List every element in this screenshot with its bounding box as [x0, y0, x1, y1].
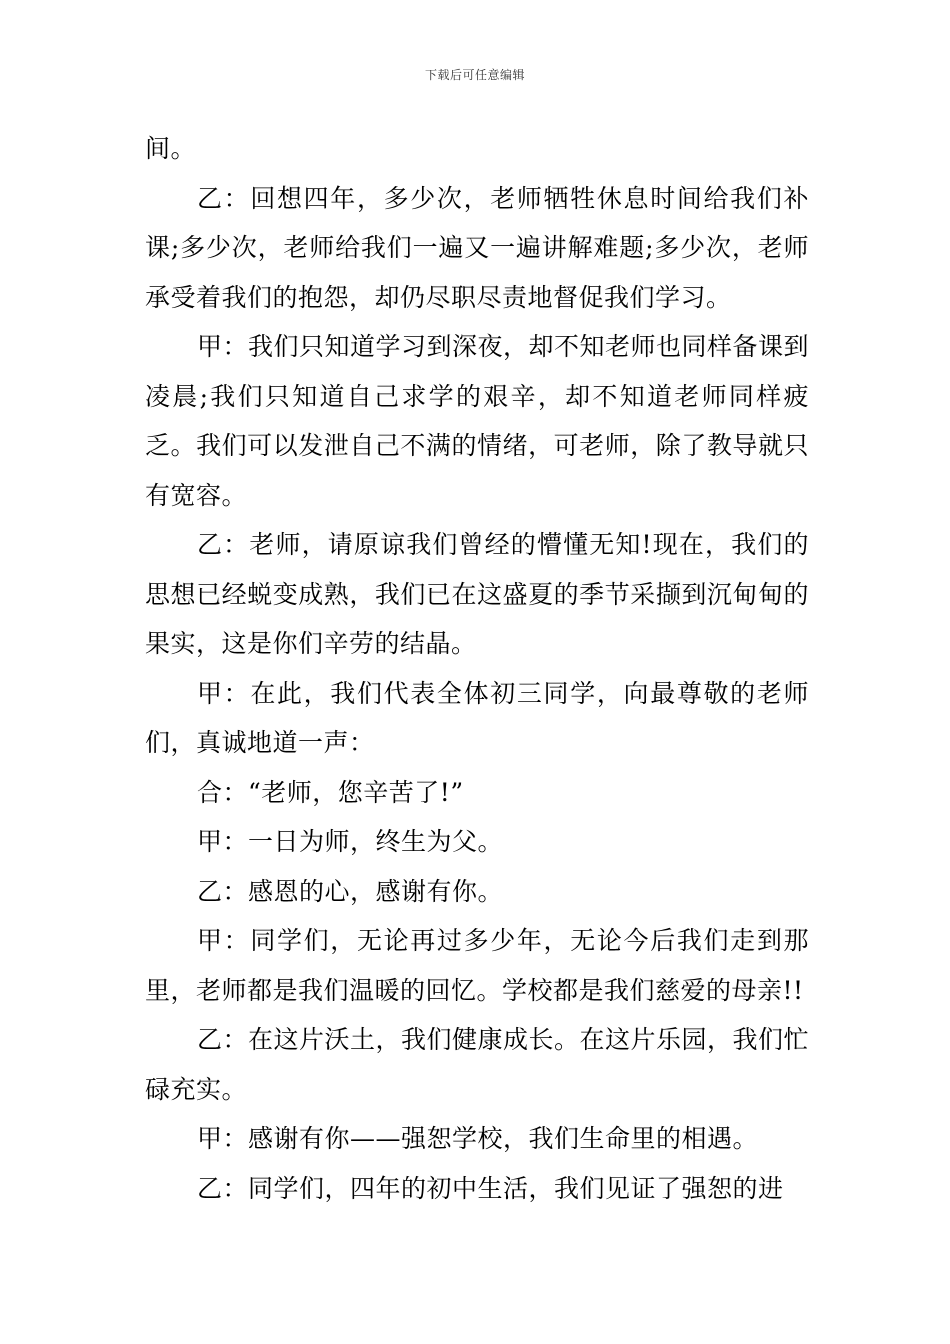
paragraph: 甲：在此，我们代表全体初三同学，向最尊敬的老师们，真诚地道一声： [145, 678, 809, 757]
paragraph: 乙：感恩的心，感谢有你。 [197, 876, 504, 906]
paragraph: 间。 [145, 134, 197, 163]
document-body [145, 124, 809, 1213]
paragraph: 甲：感谢有你——强恕学校，我们生命里的相遇。 [197, 1124, 759, 1153]
paragraph: 乙：同学们，四年的初中生活，我们见证了强恕的进 [197, 1173, 784, 1203]
paragraph: 乙：老师，请原谅我们曾经的懵懂无知!现在，我们的思想已经蜕变成熟，我们已在这盛夏的季节采撷到沉甸甸的果实，这是你们辛劳的结晶。 [145, 530, 809, 658]
paragraph: 甲：一日为师，终生为父。 [197, 827, 504, 856]
paragraph: 乙：在这片沃土，我们健康成长。在这片乐园，我们忙碌充实。 [145, 1025, 810, 1104]
paragraph: 乙：回想四年，多少次，老师牺牲休息时间给我们补课;多少次，老师给我们一遍又一遍讲解难题;多少次，老师承受着我们的抱怨，却仍尽职尽责地督促我们学习。 [145, 183, 809, 312]
page-header: 下载后可任意编辑 [424, 68, 525, 82]
paragraph: 甲：同学们，无论再过多少年，无论今后我们走到那里，老师都是我们温暖的回忆。学校都是我们慈爱的母亲!! [145, 926, 809, 1005]
paragraph: 合：“老师，您辛苦了!” [197, 777, 464, 807]
paragraph: 甲：我们只知道学习到深夜，却不知老师也同样备课到凌晨;我们只知道自己求学的艰辛，却不知道老师同样疲乏。我们可以发泄自己不满的情绪，可老师，除了教导就只有宽容。 [145, 332, 810, 510]
